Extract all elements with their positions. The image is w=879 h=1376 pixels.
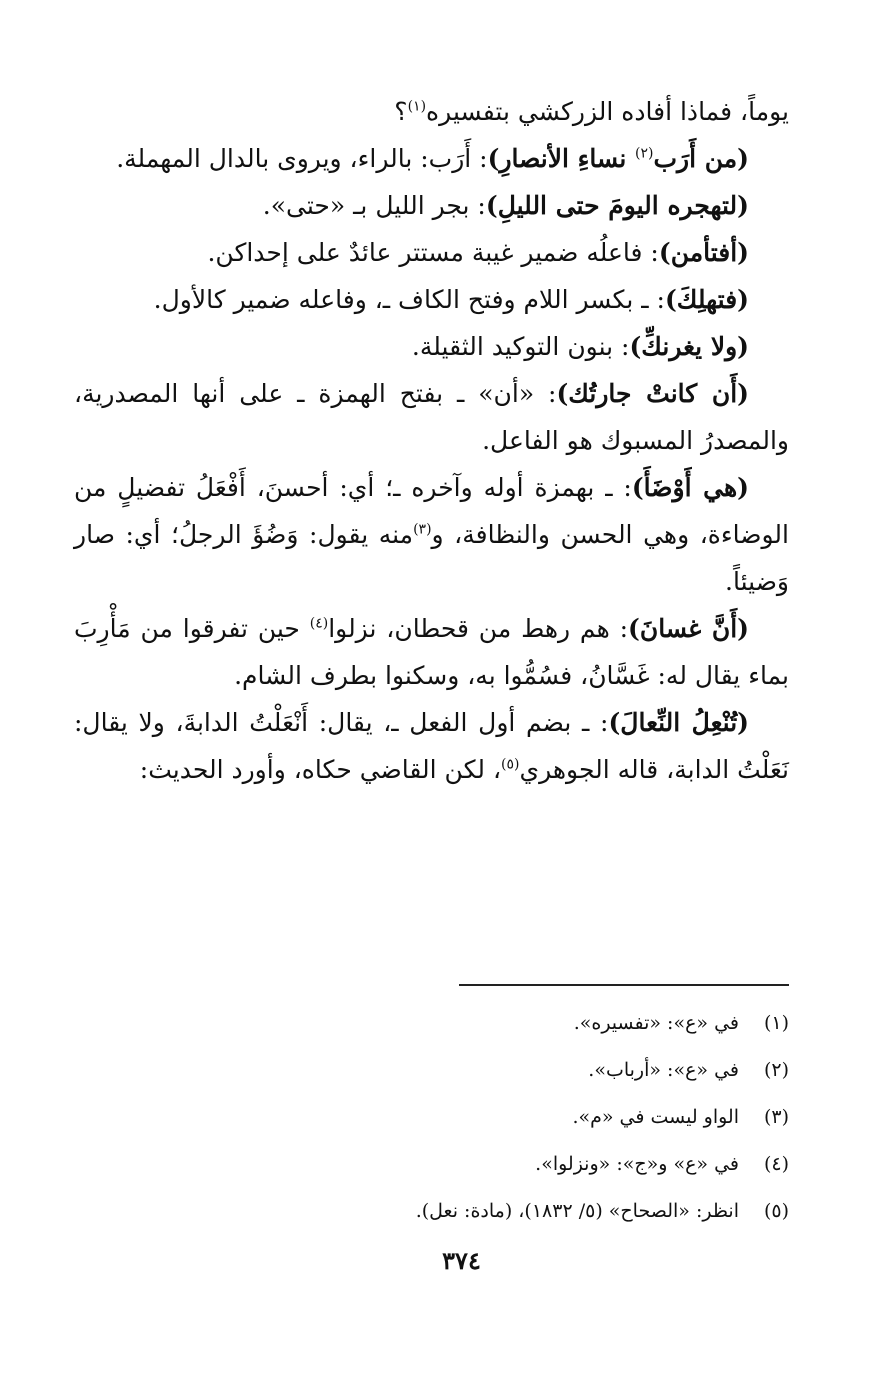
paragraph-6 — [74, 323, 789, 370]
paragraph-8-text: : ـ بهمزة أوله وآخره ـ؛ أي: أحسنَ، أَفْعَلُ تفضيلٍ من الوضاءة، وهي الحسن والنظافة، و — [74, 473, 789, 549]
paragraph-4 — [74, 229, 789, 276]
paragraph-1 — [74, 88, 789, 135]
footnote-ref-2: (٢) — [635, 145, 654, 162]
paragraph-5-text: : ـ بكسر اللام وفتح الكاف ـ، وفاعله ضمير كالأول. — [153, 285, 665, 314]
paragraph-7-text: : «أن» ـ بفتح الهمزة ـ على أنها المصدرية، والمصدرُ المسبوك هو الفاعل. — [74, 379, 789, 455]
paragraph-3 — [74, 182, 789, 229]
footnote-3-number: (٣) — [763, 1106, 789, 1128]
footnote-ref-4: (٤) — [309, 615, 329, 632]
footnote-ref-3: (٣) — [413, 521, 432, 538]
paragraph-5 — [74, 276, 789, 323]
paragraph-10 — [74, 699, 789, 793]
footnote-4-number: (٤) — [763, 1153, 789, 1175]
paragraph-8-text-end: منه يقول: وَضُؤَ الرجلُ؛ أي: صار وَضيئاً. — [74, 520, 789, 596]
footnote-2 — [74, 1047, 789, 1094]
footnote-2-text: في «ع»: «أرباب». — [588, 1059, 739, 1081]
paragraph-10-head: (تُنْعِلُ النِّعالَ) — [608, 708, 749, 737]
paragraph-6-head: (ولا يغرنكِّ) — [629, 332, 749, 361]
footnote-divider — [459, 984, 789, 986]
footnote-5 — [74, 1188, 789, 1235]
paragraph-9-text-end: حين تفرقوا من مَأْرِبَ بماء يقال له: غَسَّانُ، فسُمُّوا به، وسكنوا بطرف الشام. — [74, 614, 789, 690]
footnote-5-text: انظر: «الصحاح» (٥/ ١٨٣٢)، (مادة: نعل). — [415, 1200, 739, 1222]
paragraph-3-head: (لتهجره اليومَ حتى الليلِ) — [485, 191, 749, 220]
page-number: ٣٧٤ — [442, 1246, 481, 1275]
paragraph-5-head: (فتهلِكَ) — [664, 285, 749, 314]
footnote-1-text: في «ع»: «تفسيره». — [573, 1012, 739, 1034]
paragraph-2 — [74, 135, 789, 182]
footnote-ref-1: (١) — [407, 98, 427, 115]
paragraph-4-head: (أفتأمن) — [658, 238, 749, 267]
paragraph-9-head: (أَنَّ غسانَ) — [628, 614, 749, 643]
footnotes — [74, 1000, 789, 1235]
footnote-4 — [74, 1141, 789, 1188]
paragraph-2-head-end: نساءِ الأنصارِ) — [487, 144, 636, 173]
paragraph-1-tail: ؟ — [394, 97, 408, 126]
footnote-5-number: (٥) — [763, 1200, 789, 1222]
footnote-1 — [74, 1000, 789, 1047]
paragraph-10-text-end: ، لكن القاضي حكاه، وأورد الحديث: — [139, 755, 502, 784]
paragraph-1-text: يوماً، فماذا أفاده الزركشي بتفسيره — [426, 97, 789, 126]
paragraph-2-text: : أَرَب: بالراء، ويروى بالدال المهملة. — [116, 144, 488, 173]
paragraph-2-head: (من أَرَب — [653, 144, 749, 173]
footnote-4-text: في «ع» و«ج»: «ونزلوا». — [535, 1153, 739, 1175]
footnote-3 — [74, 1094, 789, 1141]
paragraph-4-text: : فاعلُه ضمير غيبة مستتر عائدٌ على إحداكن. — [207, 238, 659, 267]
paragraph-9-text: : هم رهط من قحطان، نزلوا — [328, 614, 629, 643]
paragraph-8-head: (هي أَوْضَأَ) — [631, 473, 750, 502]
footnote-2-number: (٢) — [763, 1059, 789, 1081]
paragraph-7-head: (أَن كانتْ جارتُك) — [556, 379, 749, 408]
paragraph-10-text: : ـ بضم أول الفعل ـ، يقال: أَنْعَلْتُ الدابةَ، ولا يقال: نَعَلْتُ الدابة، قاله الجوهري — [74, 708, 789, 784]
paragraph-6-text: : بنون التوكيد الثقيلة. — [411, 332, 630, 361]
paragraph-3-text: : بجر الليل بـ «حتى». — [262, 191, 486, 220]
paragraph-7 — [74, 370, 789, 464]
paragraph-9 — [74, 605, 789, 699]
main-text — [74, 88, 789, 793]
footnote-ref-5: (٥) — [501, 756, 520, 773]
paragraph-8 — [74, 464, 789, 605]
footnote-1-number: (١) — [763, 1012, 789, 1034]
book-page — [74, 88, 789, 1376]
footnote-3-text: الواو ليست في «م». — [572, 1106, 739, 1128]
